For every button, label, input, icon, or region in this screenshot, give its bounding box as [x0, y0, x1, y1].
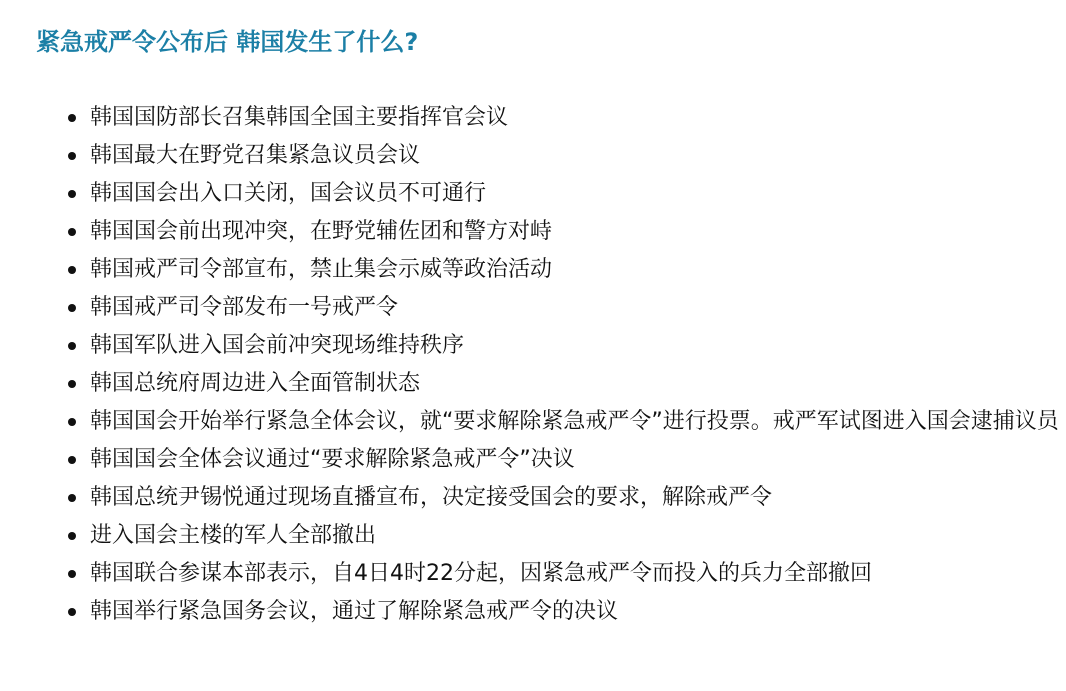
list-item-text: 韩国总统府周边进入全面管制状态 — [90, 371, 421, 396]
list-item-text: 韩国举行紧急国务会议，通过了解除紧急戒严令的决议 — [90, 599, 619, 624]
bullet-icon — [68, 304, 76, 312]
bullet-icon — [68, 380, 76, 388]
bullet-icon — [68, 190, 76, 198]
list-item — [90, 479, 1060, 517]
list-item-text: 韩国总统尹锡悦通过现场直播宣布，决定接受国会的要求，解除戒严令 — [90, 485, 773, 510]
bullet-icon — [68, 152, 76, 160]
list-item — [90, 555, 1060, 593]
list-item-text: 进入国会主楼的军人全部撤出 — [90, 523, 377, 548]
list-item-text: 韩国戒严司令部发布一号戒严令 — [90, 295, 399, 320]
bullet-icon — [68, 456, 76, 464]
bullet-icon — [68, 570, 76, 578]
list-item-text: 韩国国会前出现冲突，在野党辅佐团和警方对峙 — [90, 219, 553, 244]
list-item-text: 韩国最大在野党召集紧急议员会议 — [90, 143, 421, 168]
list-item — [90, 593, 1060, 631]
list-item-text: 韩国国会出入口关闭，国会议员不可通行 — [90, 181, 487, 206]
bullet-icon — [68, 266, 76, 274]
list-item — [90, 175, 1060, 213]
bullet-icon — [68, 418, 76, 426]
bullet-icon — [68, 608, 76, 616]
event-list — [90, 99, 1060, 631]
bullet-icon — [68, 228, 76, 236]
list-item-text: 韩国戒严司令部宣布，禁止集会示威等政治活动 — [90, 257, 553, 282]
list-item — [90, 327, 1060, 365]
list-item — [90, 365, 1060, 403]
list-item — [90, 403, 1060, 441]
list-item — [90, 137, 1060, 175]
list-item-text: 韩国国会全体会议通过“要求解除紧急戒严令”决议 — [90, 447, 575, 472]
list-item — [90, 251, 1060, 289]
bullet-icon — [68, 494, 76, 502]
bullet-icon — [68, 532, 76, 540]
list-item — [90, 213, 1060, 251]
list-item-text: 韩国联合参谋本部表示，自4日4时22分起，因紧急戒严令而投入的兵力全部撤回 — [90, 561, 872, 586]
list-item-text: 韩国国防部长召集韩国全国主要指挥官会议 — [90, 105, 509, 130]
bullet-icon — [68, 342, 76, 350]
list-item — [90, 289, 1060, 327]
list-item-text: 韩国国会开始举行紧急全体会议，就“要求解除紧急戒严令”进行投票。戒严军试图进入国会逮捕议员 — [90, 409, 1059, 434]
list-item-text: 韩国军队进入国会前冲突现场维持秩序 — [90, 333, 465, 358]
list-item — [90, 441, 1060, 479]
article-heading: 紧急戒严令公布后 韩国发生了什么? — [36, 28, 419, 56]
list-item — [90, 99, 1060, 137]
list-item — [90, 517, 1060, 555]
bullet-icon — [68, 114, 76, 122]
